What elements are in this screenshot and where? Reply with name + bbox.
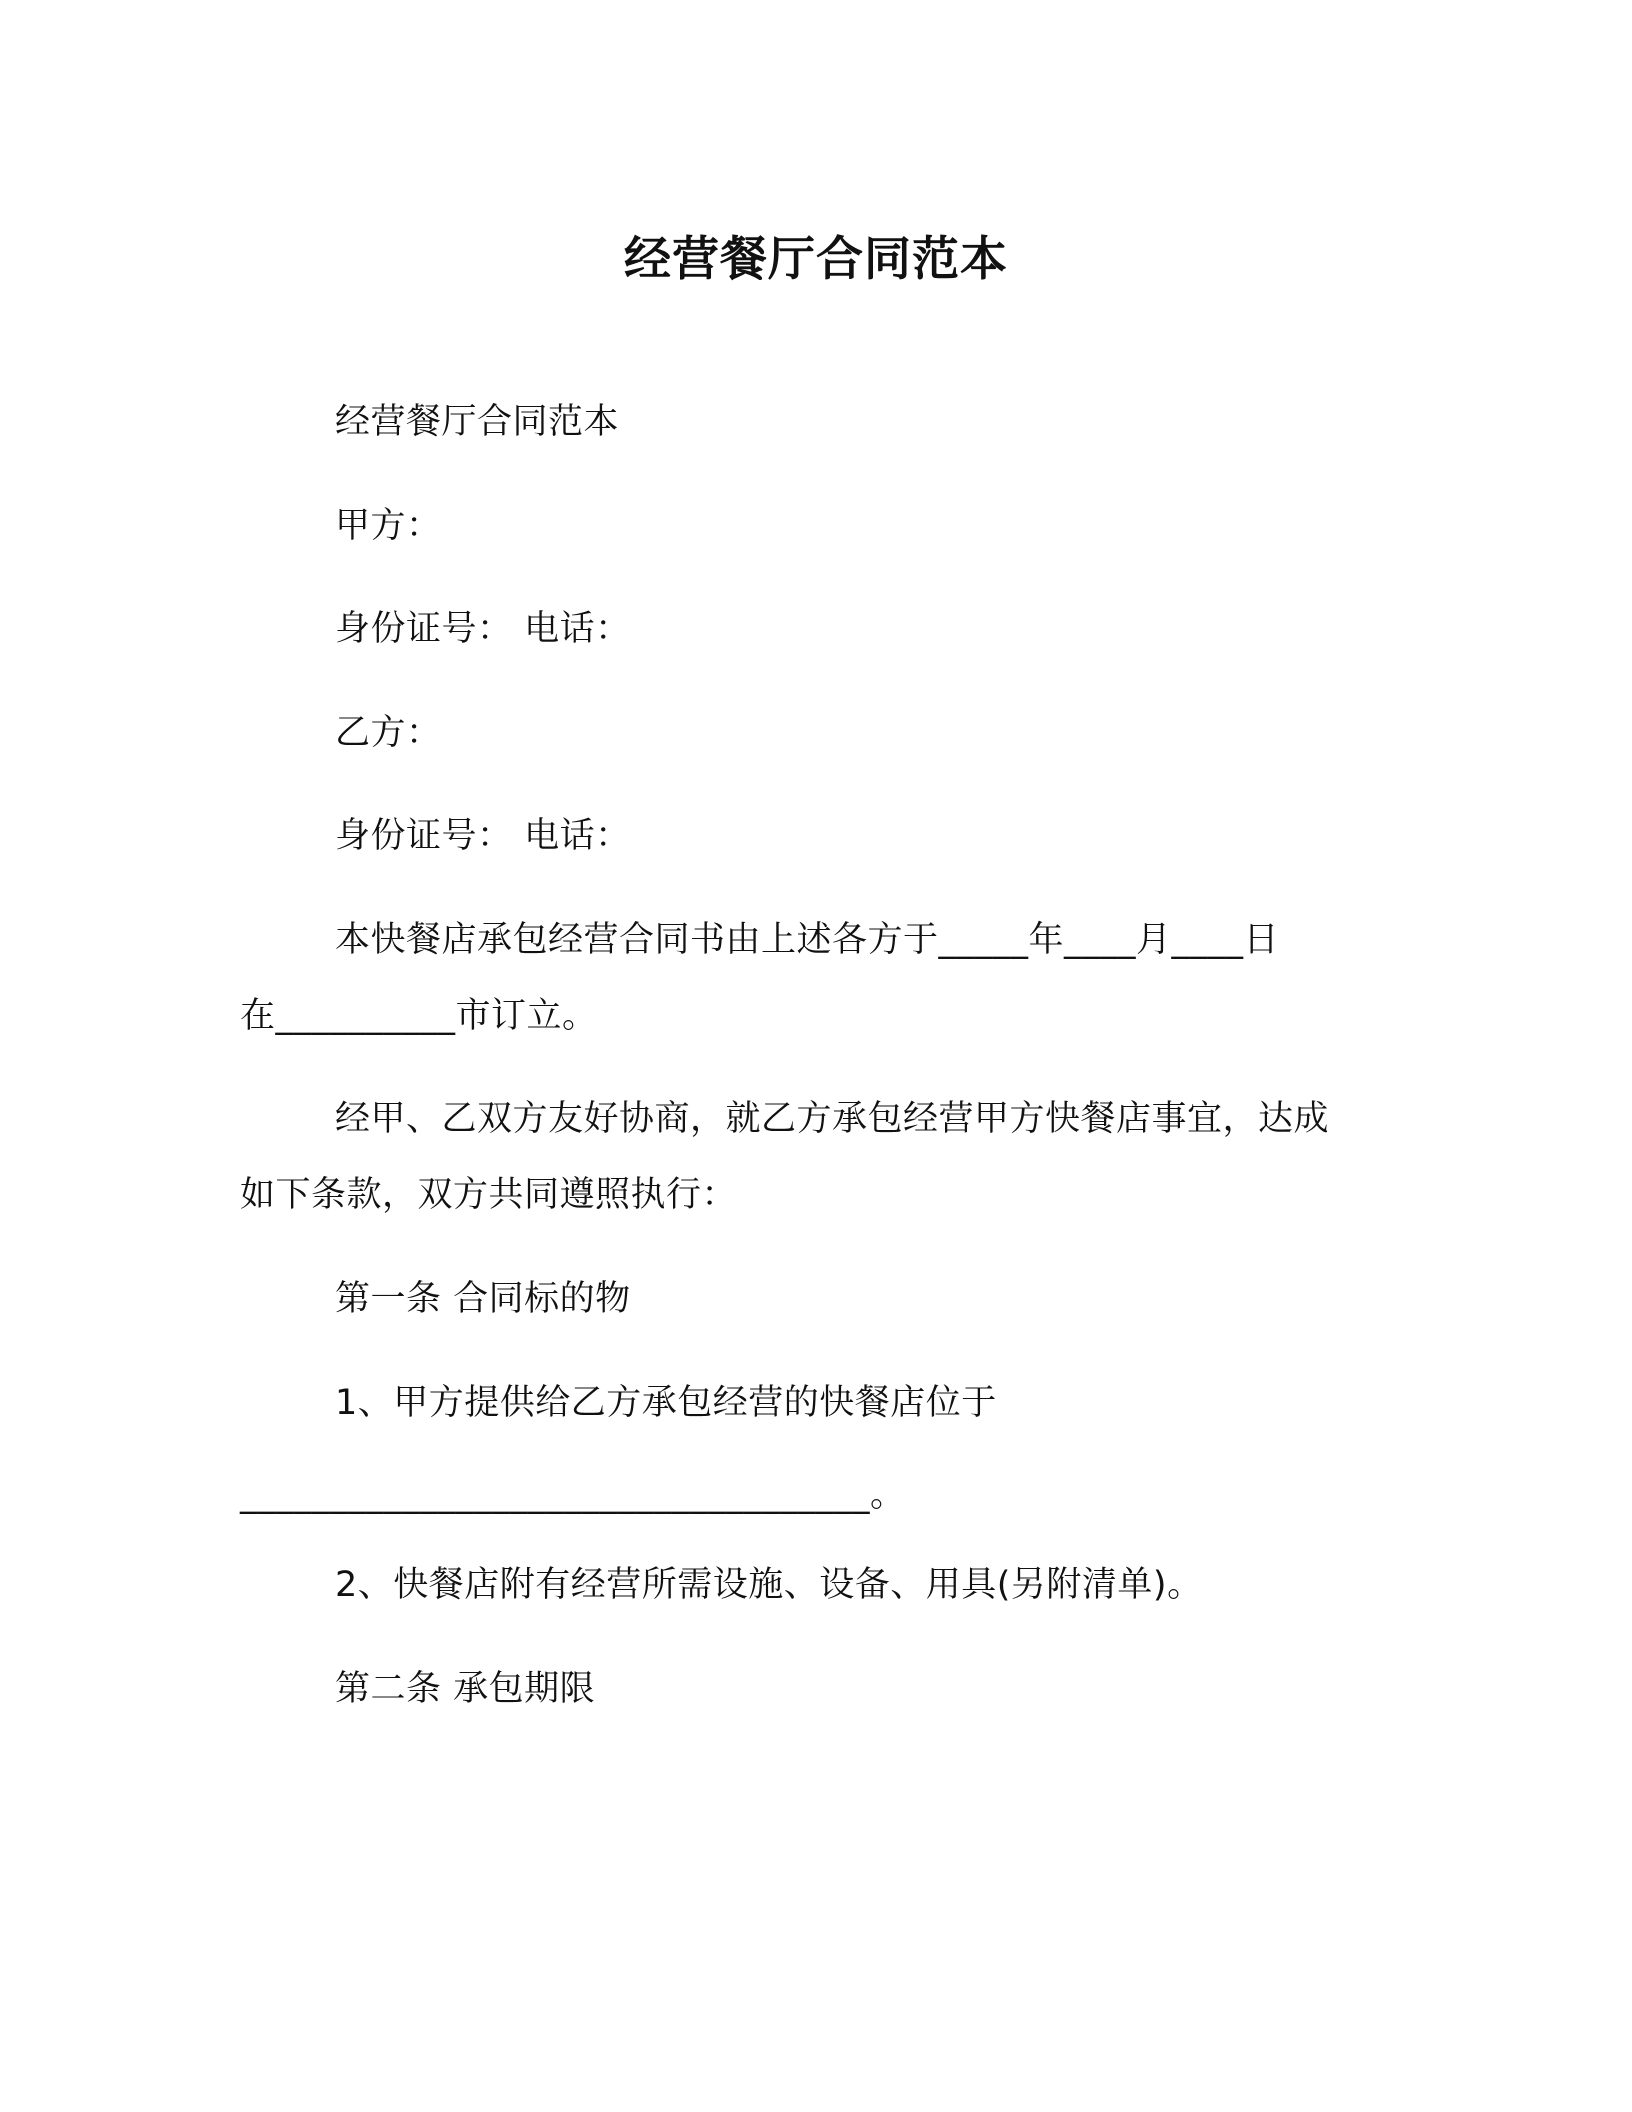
party-a-id-phone-line: 身份证号： 电话：: [335, 609, 631, 649]
article-1-item-2: 2、快餐店附有经营所需设施、设备、用具(另附清单)。: [335, 1565, 1203, 1605]
article-1-item-1-blank: ___________________________________。: [240, 1475, 906, 1515]
party-a-line: 甲方：: [335, 506, 442, 546]
signing-place-line: 在__________市订立。: [240, 996, 598, 1036]
agreement-line-1: 经甲、乙双方友好协商，就乙方承包经营甲方快餐店事宜，达成: [335, 1099, 1330, 1139]
subtitle-line: 经营餐厅合同范本: [335, 402, 620, 442]
signing-date-line: 本快餐店承包经营合同书由上述各方于_____年____月____日: [335, 920, 1280, 960]
agreement-line-2: 如下条款，双方共同遵照执行：: [240, 1175, 738, 1215]
article-1-item-1: 1、甲方提供给乙方承包经营的快餐店位于: [335, 1383, 997, 1423]
article-1-heading: 第一条 合同标的物: [335, 1279, 631, 1319]
party-b-line: 乙方：: [335, 713, 442, 753]
article-2-heading: 第二条 承包期限: [335, 1669, 596, 1709]
party-b-id-phone-line: 身份证号： 电话：: [335, 816, 631, 856]
document-title: 经营餐厅合同范本: [624, 232, 1008, 287]
